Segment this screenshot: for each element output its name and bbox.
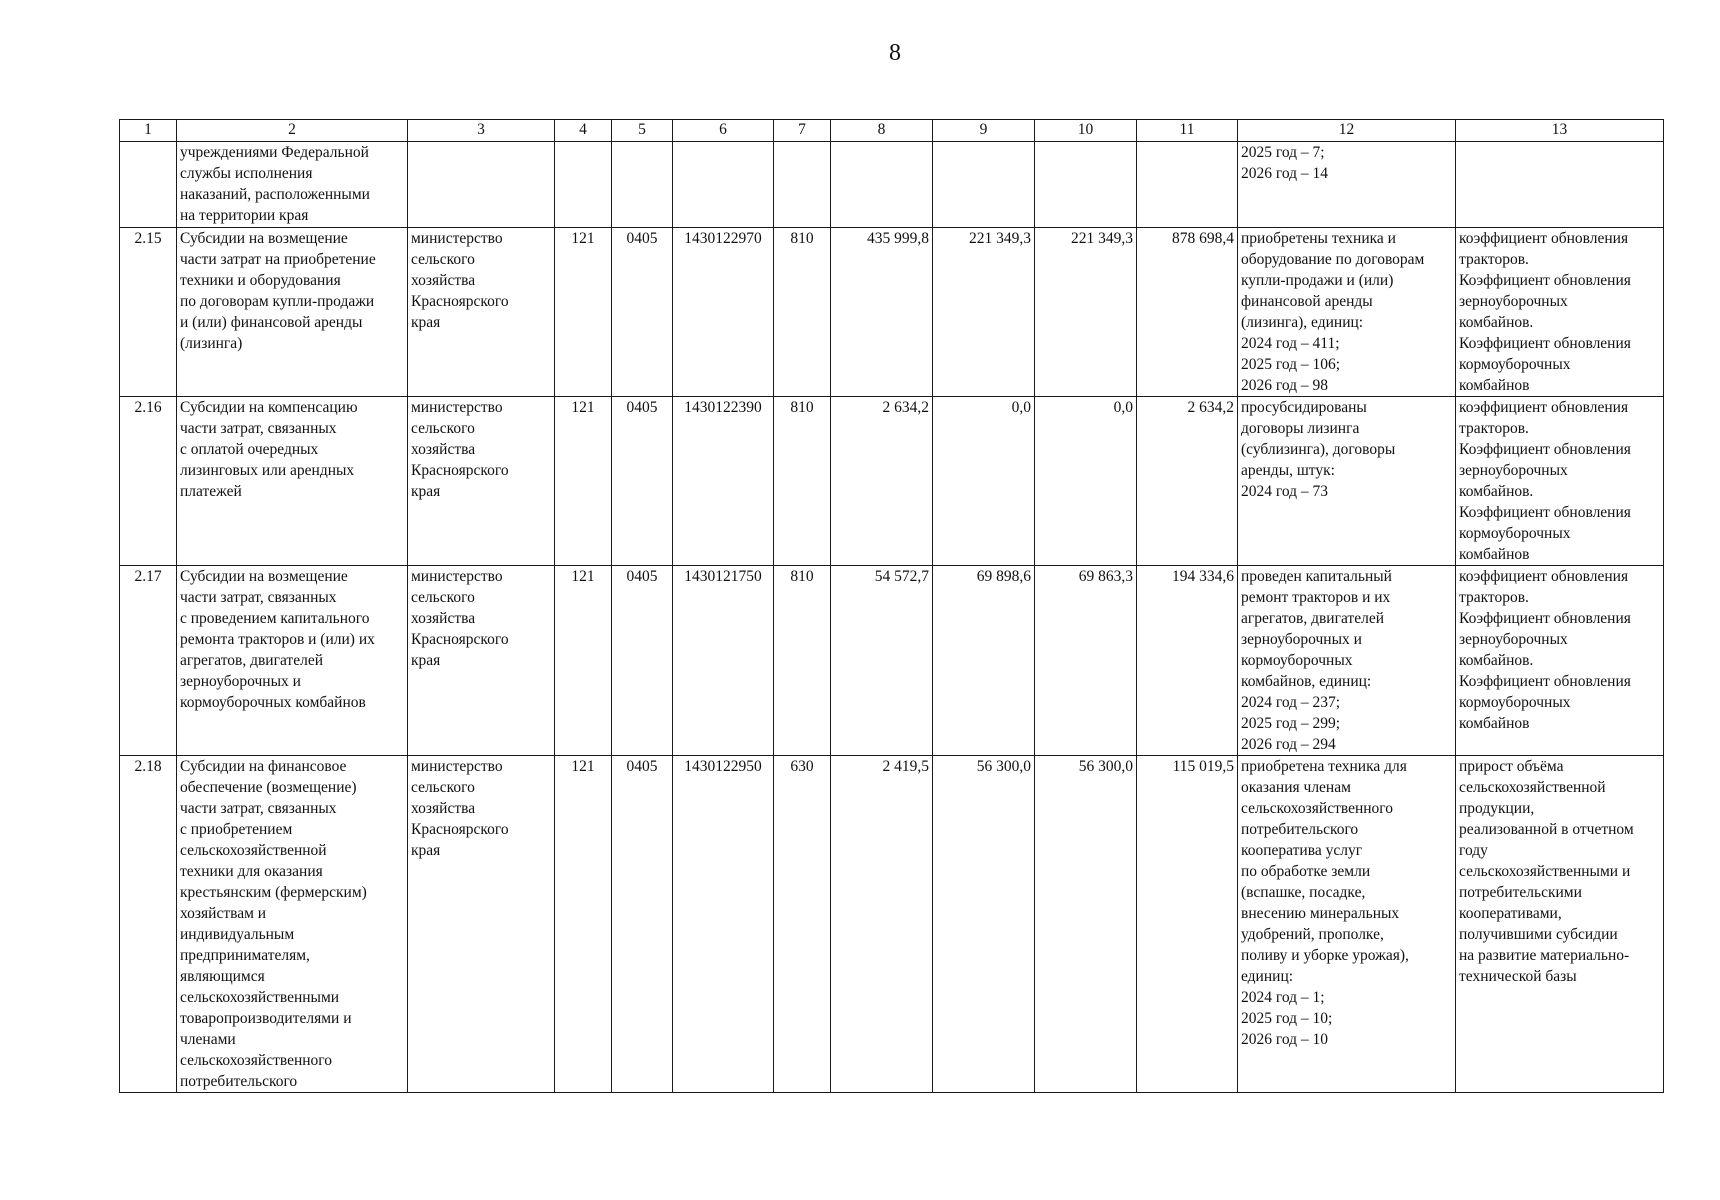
cell-indicator: прирост объёма сельскохозяйственной продукции, реализованной в отчетном году сельскохозяйственными и потребительскими кооперативами, получившими субсидии на развитие материально- технической базы <box>1456 756 1664 1093</box>
table-row <box>120 397 1664 566</box>
column-header: 1 <box>120 120 177 142</box>
cell-empty <box>774 142 831 228</box>
cell-item-number: 2.18 <box>120 756 177 1093</box>
cell-executor: министерство сельского хозяйства Красноярского края <box>408 228 555 397</box>
column-header: 11 <box>1137 120 1238 142</box>
column-header: 2 <box>177 120 408 142</box>
cell-empty <box>1456 142 1664 228</box>
column-header: 8 <box>831 120 933 142</box>
cell-amount-2026: 56 300,0 <box>1035 756 1137 1093</box>
column-header: 13 <box>1456 120 1664 142</box>
cell-amount-2025: 69 898,6 <box>933 566 1035 756</box>
column-header: 9 <box>933 120 1035 142</box>
cell-amount-2026: 69 863,3 <box>1035 566 1137 756</box>
cell-activity-name: Субсидии на возмещение части затрат на приобретение техники и оборудования по договорам купли-продажи и (или) финансовой аренды (лизинга) <box>177 228 408 397</box>
cell-amount-2024: 54 572,7 <box>831 566 933 756</box>
cell-grbs: 121 <box>555 228 612 397</box>
cell-amount-2024: 2 419,5 <box>831 756 933 1093</box>
table-row <box>120 566 1664 756</box>
cell-result: приобретены техника и оборудование по договорам купли-продажи и (или) финансовой аренды (лизинга), единиц: 2024 год – 411; 2025 год – 106; 2026 год – 98 <box>1238 228 1456 397</box>
cell-amount-2024: 2 634,2 <box>831 397 933 566</box>
table-row <box>120 228 1664 397</box>
column-header: 5 <box>612 120 673 142</box>
cell-rzpr: 0405 <box>612 756 673 1093</box>
cell-amount-2025: 221 349,3 <box>933 228 1035 397</box>
cell-empty <box>612 142 673 228</box>
cell-indicator: коэффициент обновления тракторов. Коэффициент обновления зерноуборочных комбайнов. Коэффициент обновления кормоуборочных комбайнов <box>1456 228 1664 397</box>
column-header: 7 <box>774 120 831 142</box>
program-activities-table <box>119 119 1664 1093</box>
cell-amount-total: 2 634,2 <box>1137 397 1238 566</box>
cell-item-number: 2.16 <box>120 397 177 566</box>
cell-amount-2026: 221 349,3 <box>1035 228 1137 397</box>
cell-result: просубсидированы договоры лизинга (сублизинга), договоры аренды, штук: 2024 год – 73 <box>1238 397 1456 566</box>
cell-result: 2025 год – 7; 2026 год – 14 <box>1238 142 1456 228</box>
cell-activity-name: учреждениями Федеральной службы исполнения наказаний, расположенными на территории края <box>177 142 408 228</box>
column-header: 4 <box>555 120 612 142</box>
cell-rzpr: 0405 <box>612 397 673 566</box>
cell-result: проведен капитальный ремонт тракторов и их агрегатов, двигателей зерноуборочных и кормоуборочных комбайнов, единиц: 2024 год – 237; 2025 год – 299; 2026 год – 294 <box>1238 566 1456 756</box>
column-header: 10 <box>1035 120 1137 142</box>
cell-executor: министерство сельского хозяйства Красноярского края <box>408 566 555 756</box>
cell-activity-name: Субсидии на возмещение части затрат, связанных с проведением капитального ремонта тракторов и (или) их агрегатов, двигателей зерноуборочных и кормоуборочных комбайнов <box>177 566 408 756</box>
cell-vr: 810 <box>774 566 831 756</box>
cell-amount-total: 878 698,4 <box>1137 228 1238 397</box>
cell-empty <box>673 142 774 228</box>
cell-empty <box>933 142 1035 228</box>
page-number: 8 <box>889 40 901 66</box>
cell-vr: 630 <box>774 756 831 1093</box>
cell-empty <box>408 142 555 228</box>
cell-indicator: коэффициент обновления тракторов. Коэффициент обновления зерноуборочных комбайнов. Коэффициент обновления кормоуборочных комбайнов <box>1456 397 1664 566</box>
cell-grbs: 121 <box>555 397 612 566</box>
cell-vr: 810 <box>774 228 831 397</box>
cell-empty <box>1137 142 1238 228</box>
cell-activity-name: Субсидии на финансовое обеспечение (возмещение) части затрат, связанных с приобретением сельскохозяйственной техники для оказания крестьянским (фермерским) хозяйствам и индивидуальным предпринимателям, являющимся сельскохозяйственными товаропроизводителями и членами сельскохозяйственного потребительского <box>177 756 408 1093</box>
cell-csr: 1430122950 <box>673 756 774 1093</box>
cell-amount-total: 194 334,6 <box>1137 566 1238 756</box>
cell-empty <box>1035 142 1137 228</box>
cell-activity-name: Субсидии на компенсацию части затрат, связанных с оплатой очередных лизинговых или арендных платежей <box>177 397 408 566</box>
cell-indicator: коэффициент обновления тракторов. Коэффициент обновления зерноуборочных комбайнов. Коэффициент обновления кормоуборочных комбайнов <box>1456 566 1664 756</box>
cell-csr: 1430122390 <box>673 397 774 566</box>
cell-empty <box>120 142 177 228</box>
cell-amount-2026: 0,0 <box>1035 397 1137 566</box>
cell-grbs: 121 <box>555 566 612 756</box>
continuation-row <box>120 142 1664 228</box>
cell-rzpr: 0405 <box>612 566 673 756</box>
cell-executor: министерство сельского хозяйства Красноярского края <box>408 397 555 566</box>
cell-empty <box>555 142 612 228</box>
cell-vr: 810 <box>774 397 831 566</box>
cell-grbs: 121 <box>555 756 612 1093</box>
cell-amount-2024: 435 999,8 <box>831 228 933 397</box>
cell-executor: министерство сельского хозяйства Красноярского края <box>408 756 555 1093</box>
cell-item-number: 2.17 <box>120 566 177 756</box>
column-header: 3 <box>408 120 555 142</box>
cell-amount-total: 115 019,5 <box>1137 756 1238 1093</box>
cell-csr: 1430122970 <box>673 228 774 397</box>
cell-amount-2025: 56 300,0 <box>933 756 1035 1093</box>
cell-amount-2025: 0,0 <box>933 397 1035 566</box>
table-row <box>120 756 1664 1093</box>
cell-result: приобретена техника для оказания членам сельскохозяйственного потребительского кооператива услуг по обработке земли (вспашке, посадке, внесению минеральных удобрений, прополке, поливу и уборке урожая), единиц: 2024 год – 1; 2025 год – 10; 2026 год – 10 <box>1238 756 1456 1093</box>
cell-rzpr: 0405 <box>612 228 673 397</box>
column-header: 6 <box>673 120 774 142</box>
cell-empty <box>831 142 933 228</box>
column-number-header-row <box>120 120 1664 142</box>
cell-csr: 1430121750 <box>673 566 774 756</box>
column-header: 12 <box>1238 120 1456 142</box>
cell-item-number: 2.15 <box>120 228 177 397</box>
